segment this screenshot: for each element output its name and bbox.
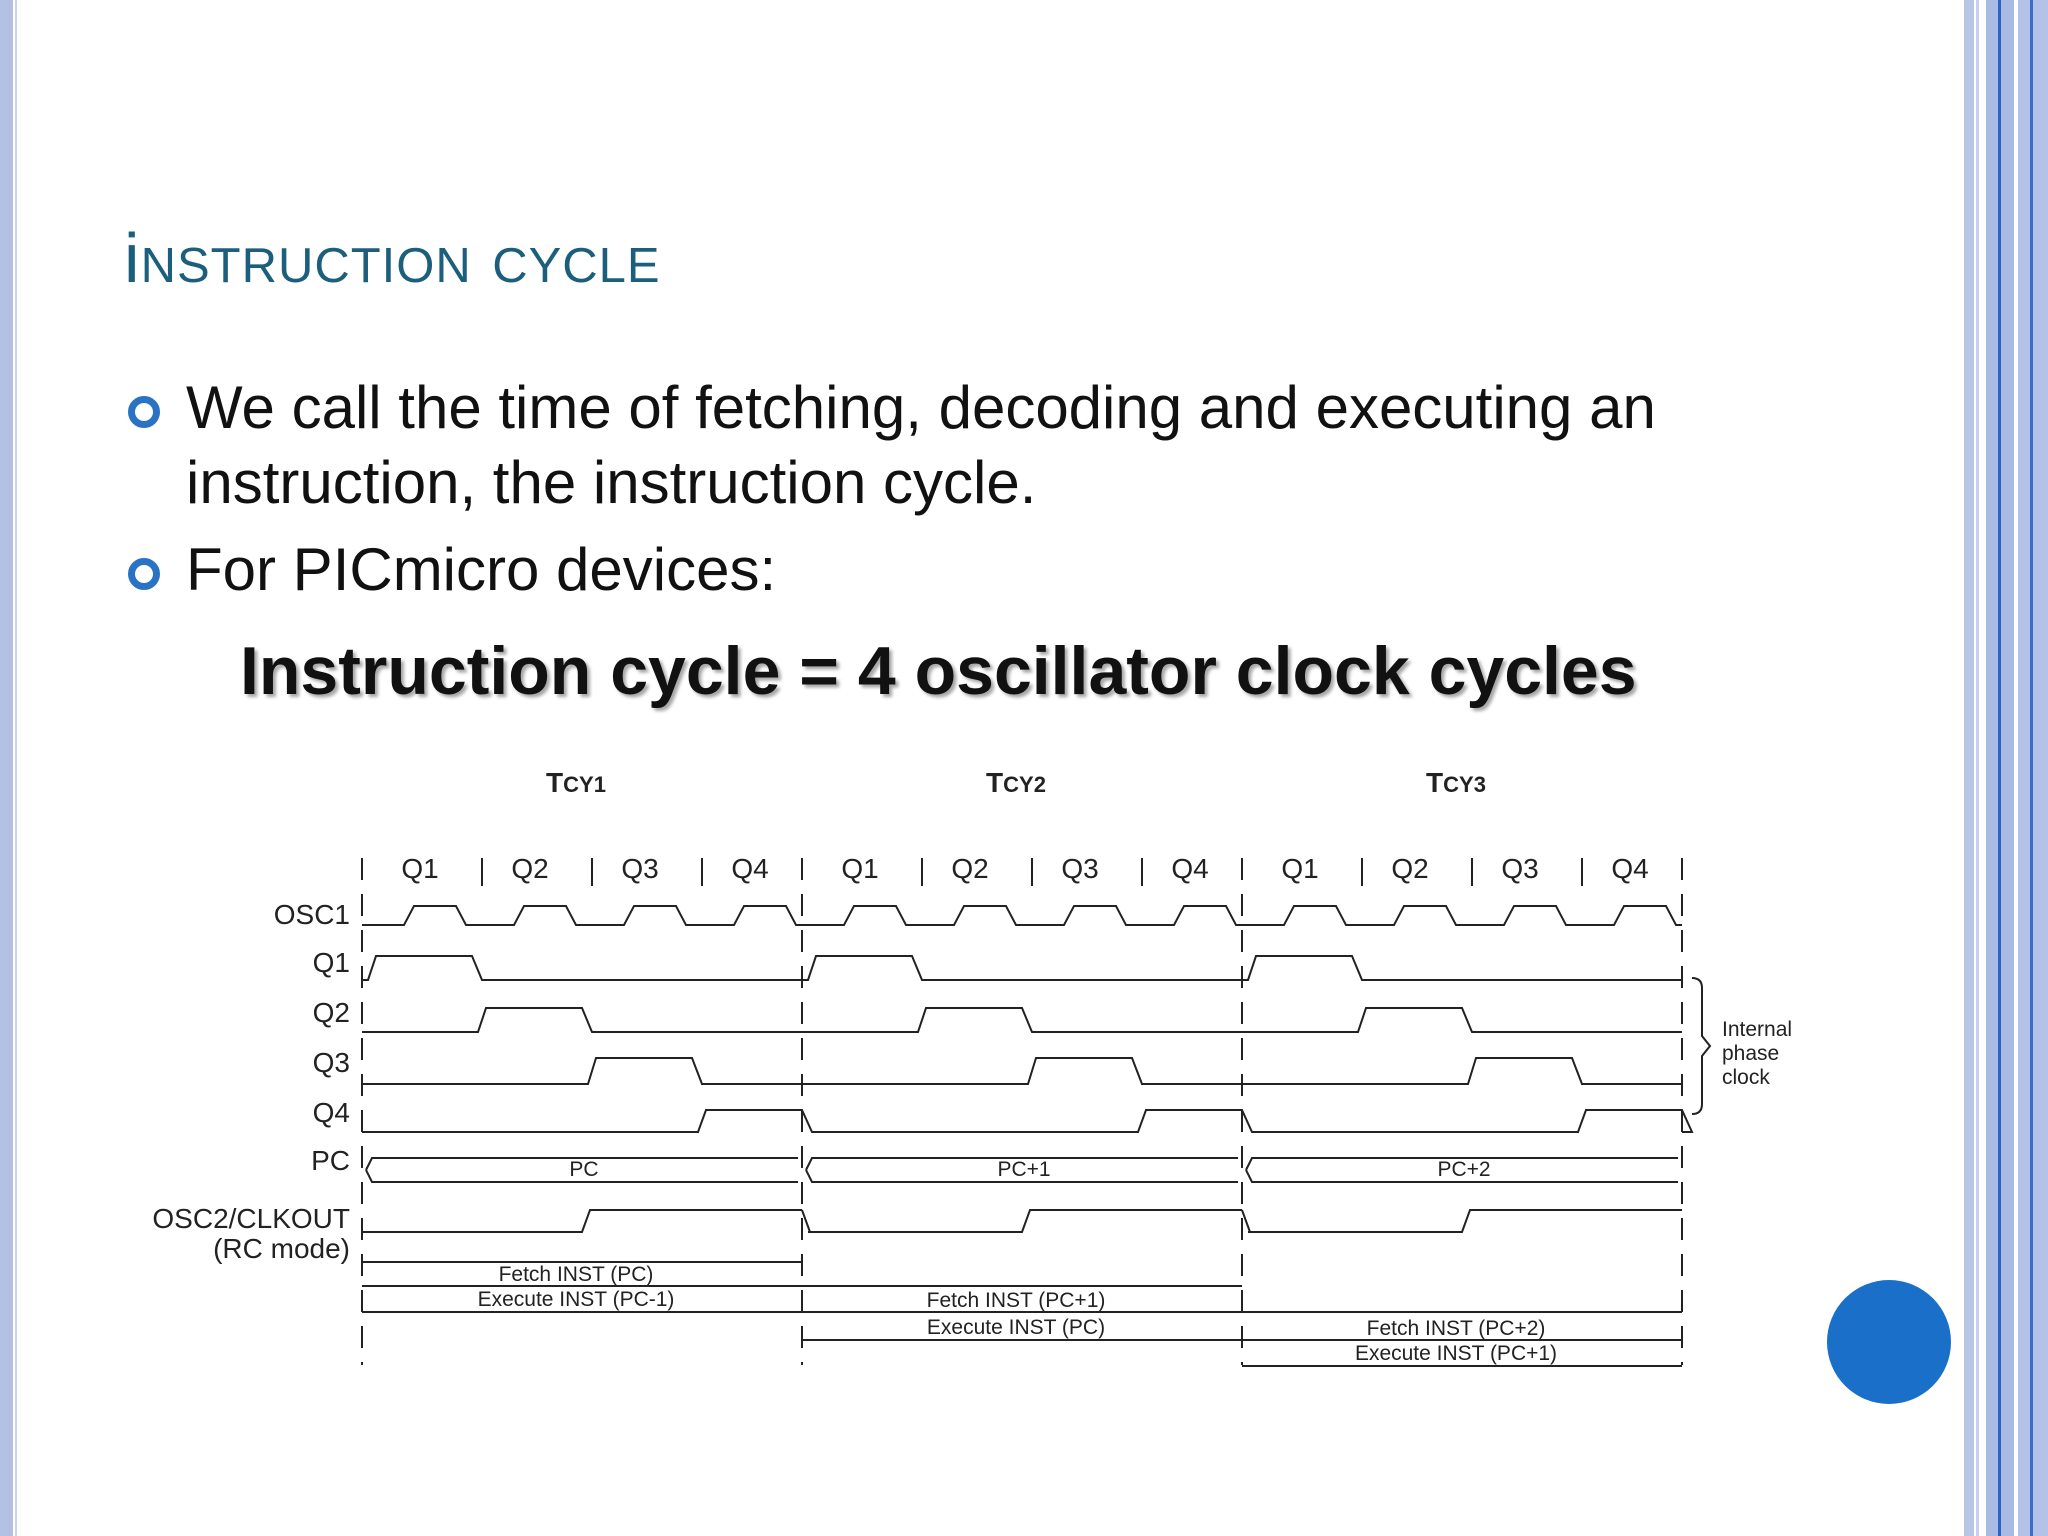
brace-label-clock: clock <box>1722 1066 1770 1089</box>
quarter-label-q2: Q2 <box>951 853 989 884</box>
q4-waveform <box>362 1110 1692 1132</box>
accent-dot <box>1827 1280 1951 1404</box>
signal-label-q2: Q2 <box>312 997 350 1028</box>
signal-label-pc: PC <box>311 1145 350 1176</box>
cycle-header-tcy2: TCY2 <box>986 767 1046 798</box>
q3-waveform <box>362 1058 1682 1084</box>
fetch-label-1: Fetch INST (PC+1) <box>926 1289 1106 1312</box>
signal-label-q3: Q3 <box>312 1047 350 1078</box>
signal-label--rc-mode-: (RC mode) <box>213 1233 350 1264</box>
instruction-cycle-headline: Instruction cycle = 4 oscillator clock cycles <box>240 633 1637 709</box>
quarter-label-q4: Q4 <box>1611 853 1649 884</box>
pc-value-1: PC+1 <box>997 1158 1051 1181</box>
quarter-label-q3: Q3 <box>1501 853 1539 884</box>
bullet-text-definition: We call the time of fetching, decoding and executing an instruction, the instruction cycle. <box>186 374 1656 516</box>
quarter-label-q4: Q4 <box>1171 853 1209 884</box>
q2-waveform <box>362 1008 1682 1032</box>
pc-value-2: PC+2 <box>1437 1158 1491 1181</box>
quarter-label-q2: Q2 <box>1391 853 1429 884</box>
osc1-waveform <box>362 906 1682 925</box>
quarter-label-q1: Q1 <box>401 853 439 884</box>
slide-title-rest: nstruction cycle <box>140 219 661 297</box>
pc-value-0: PC <box>569 1158 599 1181</box>
bullet-text-picmicro: For PICmicro devices: <box>186 536 777 603</box>
q1-waveform <box>362 956 1682 980</box>
osc2-clkout-waveform <box>362 1210 1682 1232</box>
execute-label-2: Execute INST (PC+1) <box>1354 1342 1558 1365</box>
quarter-label-q3: Q3 <box>621 853 659 884</box>
signal-label-q1: Q1 <box>312 947 350 978</box>
fetch-label-2: Fetch INST (PC+2) <box>1366 1317 1546 1340</box>
execute-label-0: Execute INST (PC-1) <box>477 1288 675 1311</box>
quarter-label-q2: Q2 <box>511 853 549 884</box>
execute-label-1: Execute INST (PC) <box>926 1316 1106 1339</box>
brace-label-phase: phase <box>1722 1042 1780 1065</box>
cycle-header-tcy1: TCY1 <box>546 767 606 798</box>
quarter-label-q1: Q1 <box>1281 853 1319 884</box>
signal-label-q4: Q4 <box>312 1097 350 1128</box>
signal-label-osc1: OSC1 <box>273 899 350 930</box>
brace-label-internal: Internal <box>1722 1018 1793 1041</box>
slide-title-initial: i <box>124 219 141 297</box>
quarter-label-q4: Q4 <box>731 853 769 884</box>
fetch-label-0: Fetch INST (PC) <box>498 1263 654 1286</box>
phase-clock-brace <box>1692 978 1710 1114</box>
quarter-label-q3: Q3 <box>1061 853 1099 884</box>
signal-label-osc2-clkout: OSC2/CLKOUT <box>152 1203 350 1234</box>
quarter-label-q1: Q1 <box>841 853 879 884</box>
cycle-header-tcy3: TCY3 <box>1426 767 1486 798</box>
